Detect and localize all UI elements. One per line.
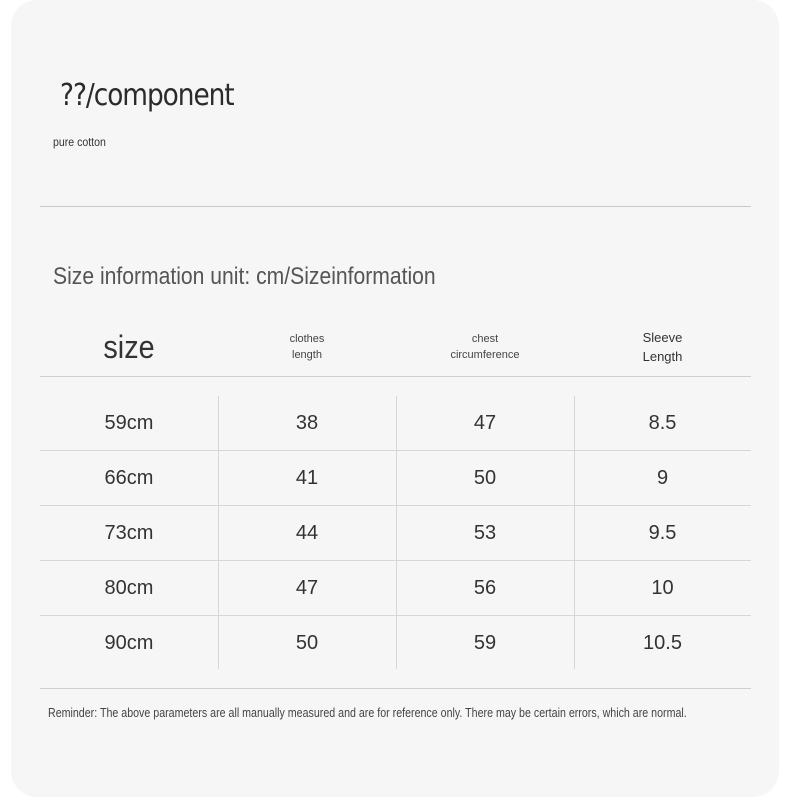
footer-divider — [40, 688, 751, 689]
cell-chest: 47 — [473, 411, 497, 434]
section-divider — [40, 206, 751, 207]
cell-sleeve: 8.5 — [648, 411, 677, 434]
cell-clothes-length: 38 — [295, 411, 319, 434]
table-row — [40, 451, 751, 506]
cell-clothes-length: 50 — [295, 631, 319, 654]
header-chest-circumference: chest circumference — [450, 333, 520, 361]
header-size: size — [103, 329, 155, 365]
cell-chest: 53 — [473, 521, 497, 544]
header-clothes-length: clothes length — [289, 333, 325, 361]
cell-sleeve: 10 — [651, 576, 674, 599]
cell-chest: 50 — [473, 466, 497, 489]
cell-chest: 59 — [473, 631, 497, 654]
cell-sleeve: 9.5 — [648, 521, 677, 544]
size-info-heading: Size information unit: cm/Sizeinformation — [53, 263, 436, 290]
cell-sleeve: 10.5 — [643, 631, 682, 654]
section-title: ??/component — [60, 78, 234, 113]
table-body — [40, 396, 751, 670]
cell-size: 73cm — [104, 521, 154, 544]
header-sleeve-length: Sleeve Length — [642, 330, 683, 364]
material-text: pure cotton — [53, 135, 106, 149]
cell-size: 80cm — [104, 576, 154, 599]
cell-chest: 56 — [473, 576, 497, 599]
cell-size: 59cm — [104, 411, 154, 434]
cell-clothes-length: 44 — [295, 521, 319, 544]
cell-size: 90cm — [104, 631, 154, 654]
size-table — [40, 318, 751, 670]
table-row — [40, 396, 751, 451]
cell-sleeve: 9 — [656, 466, 669, 489]
cell-clothes-length: 41 — [295, 466, 319, 489]
table-row — [40, 506, 751, 561]
measurement-reminder: Reminder: The above parameters are all manually measured and are for reference only. There may be certain errors, which are normal. — [48, 705, 687, 720]
cell-size: 66cm — [104, 466, 154, 489]
cell-clothes-length: 47 — [295, 576, 319, 599]
table-row — [40, 616, 751, 670]
table-header-row — [40, 318, 751, 377]
table-row — [40, 561, 751, 616]
